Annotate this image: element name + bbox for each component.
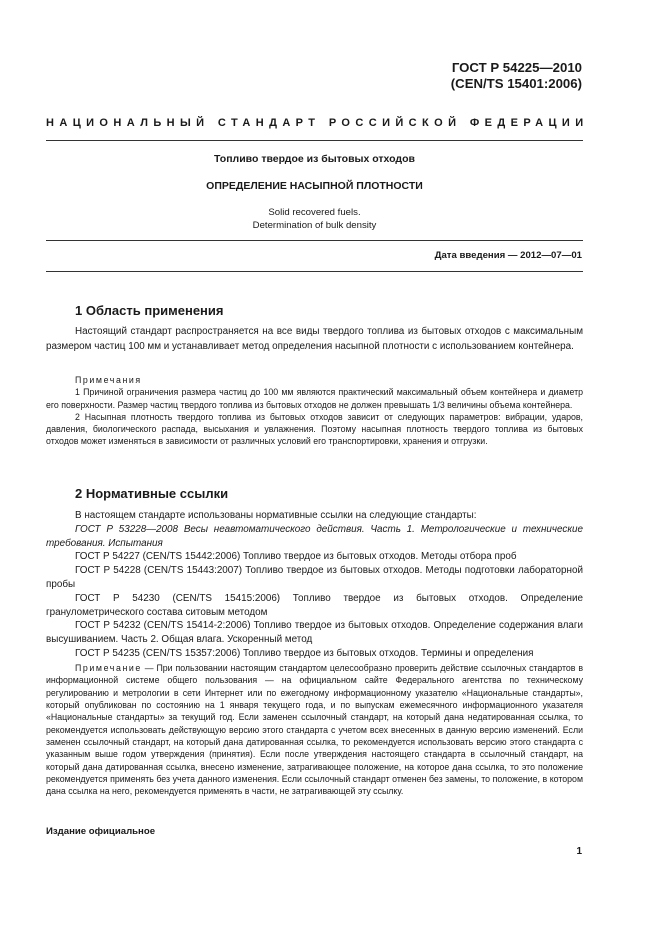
gost-code-line2: (CEN/TS 15401:2006) (450, 76, 582, 91)
references-note-paragraph (46, 662, 583, 798)
references-note-label: Примечание (75, 663, 142, 673)
reference-item: ГОСТ Р 54232 (CEN/TS 15414-2:2006) Топливо твердое из бытовых отходов. Определение содержания влаги высушиванием. Часть 2. Общая влага. Ускоренный метод (46, 620, 583, 646)
note-1: 1 Причиной ограничения размера частиц до 100 мм являются практический максимальный объем контейнера и диаметр его поверхности. Размер частиц твердого топлива из бытовых отходов не должен превышать 1/3 величины объема контейнера. (46, 387, 583, 410)
reference-item: ГОСТ Р 54235 (CEN/TS 15357:2006) Топливо твердое из бытовых отходов. Термины и определения (75, 647, 534, 659)
reference-item: ГОСТ Р 54228 (CEN/TS 15443:2007) Топливо твердое из бытовых отходов. Методы подготовки лабораторной пробы (46, 565, 583, 590)
divider-bottom (46, 271, 583, 272)
section1-body (46, 325, 583, 354)
references-intro: В настоящем стандарте использованы нормативные ссылки на следующие стандарты: (75, 510, 477, 521)
notes-label: Примечания (75, 375, 142, 385)
page-number: 1 (576, 846, 582, 857)
national-standard-title: НАЦИОНАЛЬНЫЙ СТАНДАРТ РОССИЙСКОЙ ФЕДЕРАЦИИ (46, 117, 589, 129)
section2-heading: 2 Нормативные ссылки (75, 486, 229, 501)
note-2: 2 Насыпная плотность твердого топлива из бытовых отходов зависит от следующих параметров: вибрации, ударов, давления, биологического распада, высыхания и увлажнения. Поэтому насыпная плотность твердого топлива из бытовых отходов может изменяться в зависимости от различных условий его транспортировки, хранения и отгрузки. (46, 411, 583, 447)
reference-item: ГОСТ Р 54227 (CEN/TS 15442:2006) Топливо твердое из бытовых отходов. Методы отбора проб (75, 551, 517, 563)
intro-date: Дата введения — 2012—07—01 (434, 250, 582, 261)
title-subject: Топливо твердое из бытовых отходов (214, 153, 415, 165)
references-note-text: — При пользовании настоящим стандартом целесообразно проверить действие ссылочных стандартов в информационной системе общего пользования — на официальном сайте Федерального агентства по техническому регулированию и метрологии в сети Интернет или по ежегодному информационному указателю «Национальные стандарты», который опубликован по состоянию на 1 января текущего года, и по выпускам ежемесячного информационного указателя «Национальные стандарты» за текущий год. Если заменен ссылочный стандарт, на который дана недатированная ссылка, то рекомендуется использовать действующую версию этого стандарта с учетом всех внесенных в данную версию изменений. Если заменен ссылочный стандарт, на который дана датированная ссылка, то рекомендуется использовать версию этого стандарта с указанным выше годом утверждения (принятия). Если после утверждения настоящего стандарта в ссылочный стандарт, на который дана датированная ссылка, внесено изменение, затрагивающее положение, на которое дана ссылка, то это положение рекомендуется применять без учета данного изменения. Если ссылочный стандарт отменен без замены, то положение, в котором дана ссылка на него, рекомендуется применять в части, не затрагивающей эту ссылку. (46, 663, 583, 797)
reference-item: ГОСТ Р 54230 (CEN/TS 15415:2006) Топливо твердое из бытовых отходов. Определение гранулометрического состава ситовым методом (46, 592, 583, 618)
divider-top (46, 140, 583, 141)
gost-code (451, 60, 582, 92)
gost-code-line1: ГОСТ Р 54225—2010 (451, 60, 582, 75)
title-english-line1: Solid recovered fuels. (268, 207, 361, 218)
section1-paragraph: Настоящий стандарт распространяется на все виды твердого топлива из бытовых отходов с максимальным размером частиц 100 мм и устанавливает метод определения насыпной плотности с использованием контейнера. (46, 326, 583, 352)
edition-label: Издание официальное (46, 826, 156, 837)
title-main: ОПРЕДЕЛЕНИЕ НАСЫПНОЙ ПЛОТНОСТИ (206, 180, 423, 192)
section1-heading: 1 Область применения (75, 303, 224, 318)
divider-middle (46, 240, 583, 241)
title-english-line2: Determination of bulk density (252, 220, 377, 231)
references-note (46, 662, 583, 798)
reference-item: ГОСТ Р 53228—2008 Весы неавтоматического действия. Часть 1. Метрологические и технические требования. Испытания (46, 523, 583, 549)
title-english (46, 206, 583, 232)
section1-notes (46, 374, 583, 448)
normative-references (46, 509, 583, 661)
